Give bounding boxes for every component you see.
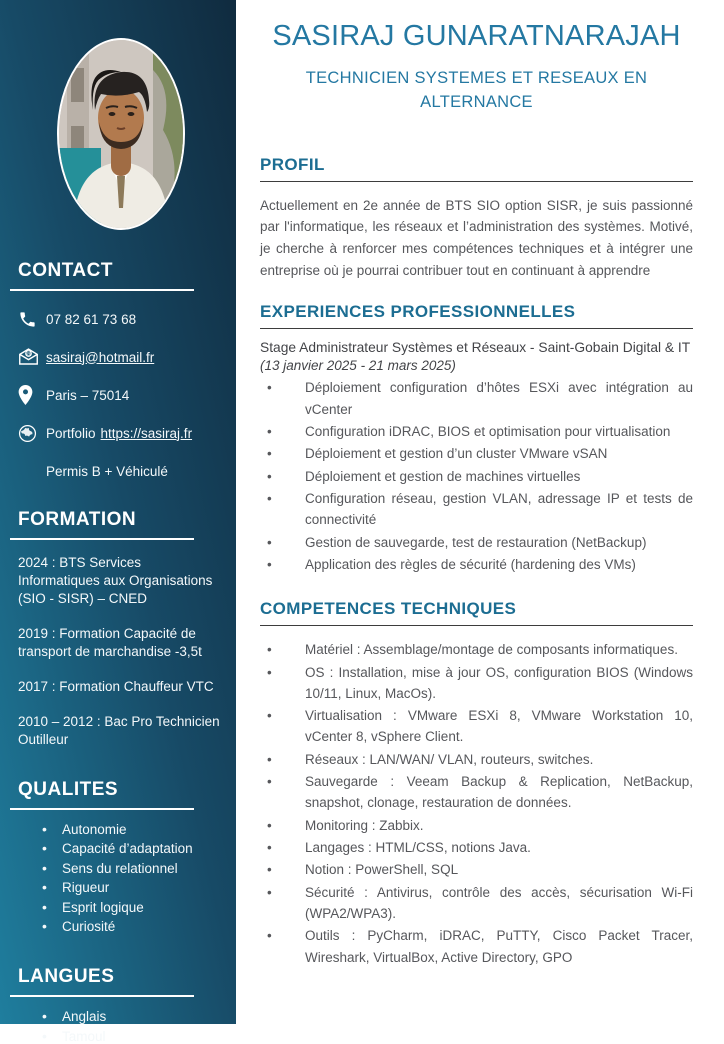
email-row	[18, 345, 224, 369]
skills-section	[260, 599, 693, 968]
languages-divider	[10, 995, 194, 997]
cv-header	[260, 0, 693, 115]
job-dates: (13 janvier 2025 - 21 mars 2025)	[260, 358, 456, 374]
phone-number: 07 82 61 73 68	[46, 311, 137, 327]
list-item: • Notion : PowerShell, SQL	[260, 859, 693, 880]
list-item: • Sens du relationnel	[18, 861, 224, 876]
list-item: • Outils : PyCharm, iDRAC, PuTTY, Cisco Packet Tracer, Wireshark, VirtualBox, Active Directory, GPO	[260, 925, 693, 968]
formation-heading: FORMATION	[18, 509, 137, 530]
list-item: • Capacité d’adaptation	[18, 841, 224, 856]
formation-divider	[10, 538, 194, 540]
envelope-icon	[18, 348, 44, 366]
main-column	[260, 0, 693, 969]
list-item: • Autonomie	[18, 822, 224, 837]
list-item: • Application des règles de sécurité (hardening des VMs)	[260, 554, 693, 575]
list-item: • Déploiement configuration d’hôtes ESXi avec intégration au vCenter	[260, 377, 693, 420]
profile-divider	[260, 181, 693, 182]
location-row	[18, 383, 224, 407]
qualities-divider	[10, 808, 194, 810]
education-item: 2010 – 2012 : Bac Pro Technicien Outilleur	[18, 713, 220, 747]
list-item: • Réseaux : LAN/WAN/ VLAN, routeurs, switches.	[260, 749, 693, 770]
experience-section	[260, 302, 693, 575]
list-item: • Langages : HTML/CSS, notions Java.	[260, 837, 693, 858]
list-item: • Gestion de sauvegarde, test de restauration (NetBackup)	[260, 532, 693, 553]
qualities-section	[18, 779, 224, 935]
map-pin-icon	[18, 385, 44, 405]
email-link[interactable]: sasiraj@hotmail.fr	[46, 349, 155, 365]
skills-bullets	[260, 639, 693, 968]
education-list	[18, 554, 224, 749]
sidebar	[0, 0, 236, 1044]
education-item: 2024 : BTS Services Informatiques aux Organisations (SIO - SISR) – CNED	[18, 555, 213, 606]
license-row	[18, 459, 224, 483]
candidate-title: TECHNICIEN SYSTEMES ET RESEAUX EN ALTERNANCE	[305, 69, 648, 111]
portrait-illustration	[59, 40, 183, 228]
portfolio-row	[18, 421, 224, 445]
formation-section	[18, 509, 224, 749]
contact-divider	[10, 289, 194, 291]
globe-icon	[18, 424, 44, 443]
list-item: • Configuration iDRAC, BIOS et optimisation pour virtualisation	[260, 421, 693, 442]
list-item: • Curiosité	[18, 919, 224, 934]
list-item: • Esprit logique	[18, 900, 224, 915]
list-item: • OS : Installation, mise à jour OS, configuration BIOS (Windows 10/11, Linux, MacOs).	[260, 662, 693, 705]
job-title: Stage Administrateur Systèmes et Réseaux - Saint-Gobain Digital & IT	[260, 340, 691, 356]
experience-heading: EXPERIENCES PROFESSIONNELLES	[260, 302, 576, 322]
languages-heading: LANGUES	[18, 966, 115, 988]
experience-divider	[260, 328, 693, 329]
qualities-heading: QUALITES	[18, 778, 119, 800]
profile-text: Actuellement en 2e année de BTS SIO option SISR, je suis passionné par l'informatique, les réseaux et l’administration des systèmes. Motivé, je cherche à renforcer mes compétences techniques et à intégrer une entreprise où je pourrai contribuer tout en continuant à apprendre	[260, 197, 693, 278]
list-item: • Monitoring : Zabbix.	[260, 815, 693, 836]
phone-icon	[18, 310, 44, 329]
list-item: • Déploiement et gestion d’un cluster VMware vSAN	[260, 443, 693, 464]
experience-bullets	[260, 377, 693, 575]
location-text: Paris – 75014	[46, 387, 130, 403]
profile-photo	[57, 38, 185, 230]
portfolio-link[interactable]: https://sasiraj.fr	[100, 425, 193, 441]
skills-heading: COMPETENCES TECHNIQUES	[260, 599, 517, 619]
candidate-name: SASIRAJ GUNARATNARAJAH	[272, 20, 681, 52]
contact-rows	[18, 307, 224, 483]
skills-divider	[260, 625, 693, 626]
education-item: 2019 : Formation Capacité de transport de marchandise -3,5t	[18, 625, 202, 659]
education-item: 2017 : Formation Chauffeur VTC	[18, 678, 214, 694]
portfolio-label: Portfolio	[46, 425, 96, 441]
list-item: • Sécurité : Antivirus, contrôle des accès, sécurisation Wi-Fi (WPA2/WPA3).	[260, 882, 693, 925]
list-item: • Matériel : Assemblage/montage de composants informatiques.	[260, 639, 693, 660]
profile-section	[260, 155, 693, 281]
list-item: • Déploiement et gestion de machines virtuelles	[260, 466, 693, 487]
contact-section	[18, 260, 224, 483]
qualities-list	[18, 822, 224, 935]
list-item: • Sauvegarde : Veeam Backup & Replication, NetBackup, snapshot, clonage, restauration de données.	[260, 771, 693, 814]
contact-heading: CONTACT	[18, 260, 113, 281]
list-item: • Anglais	[18, 1009, 224, 1024]
languages-list	[18, 1009, 224, 1044]
list-item: • Virtualisation : VMware ESXi 8, VMware Workstation 10, vCenter 8, vSphere Client.	[260, 705, 693, 748]
languages-section	[18, 966, 224, 1044]
list-item: • Configuration réseau, gestion VLAN, adressage IP et tests de connectivité	[260, 488, 693, 531]
svg-text:@: @	[26, 352, 31, 358]
list-item: • Tamoul	[18, 1029, 224, 1044]
profile-heading: PROFIL	[260, 154, 325, 174]
phone-row	[18, 307, 224, 331]
license-text: Permis B + Véhiculé	[46, 463, 168, 479]
list-item: • Rigueur	[18, 880, 224, 895]
